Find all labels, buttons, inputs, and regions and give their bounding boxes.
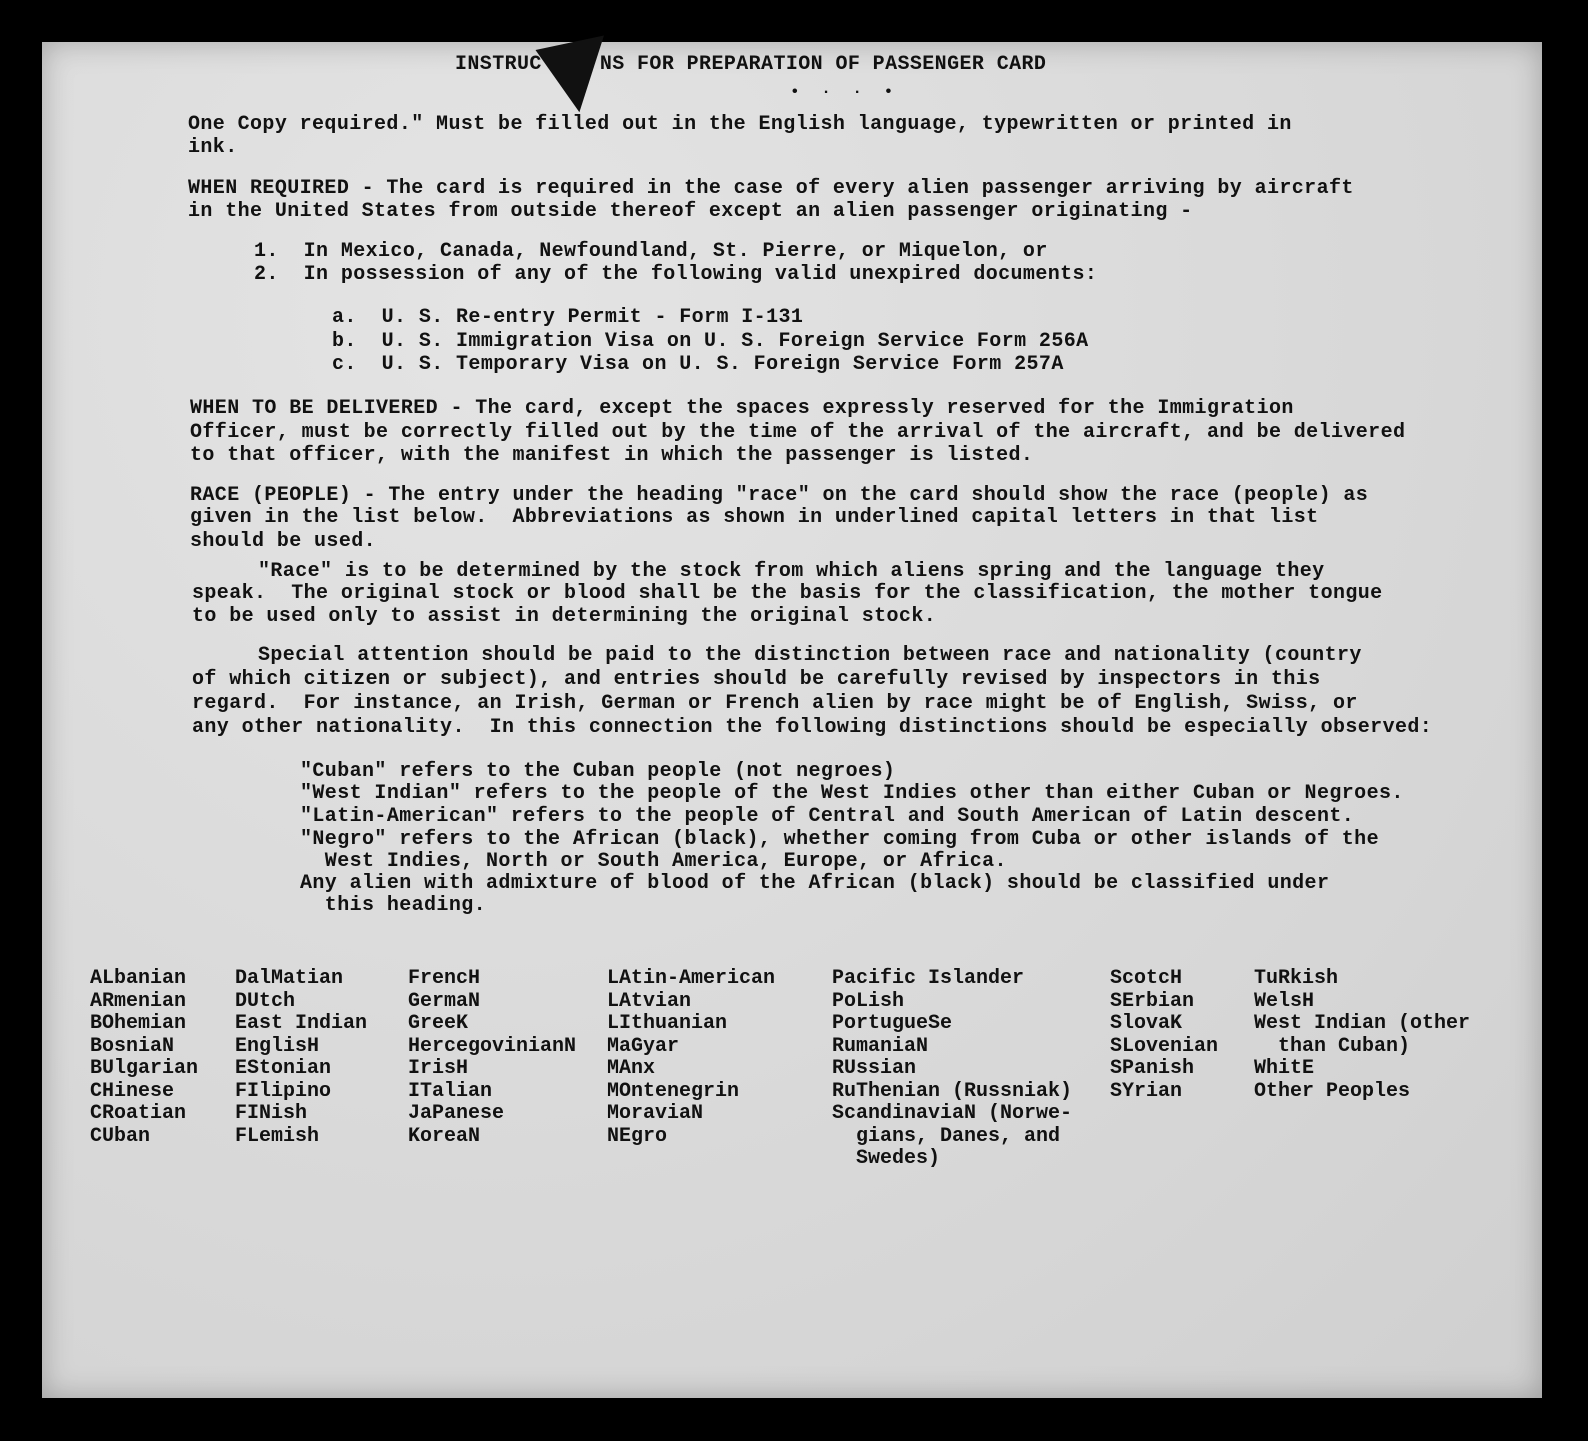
race-entry: LIthuanian: [607, 1012, 728, 1035]
race-entry: GermaN: [408, 989, 481, 1013]
race-entry: SYrian: [1110, 1079, 1183, 1103]
when-delivered-line-3: to that officer, with the manifest in which the passenger is listed.: [190, 444, 1034, 467]
race-entry: SlovaK: [1110, 1012, 1183, 1035]
race-entry: SErbian: [1110, 989, 1195, 1013]
special-line-3: regard. For instance, an Irish, German or French alien by race might be of English, Swiss, or: [192, 692, 1358, 715]
when-required-item-2: 2. In possession of any of the following valid unexpired documents:: [254, 263, 1098, 286]
race-entry: BUlgarian: [90, 1057, 199, 1080]
document-c: c. U. S. Temporary Visa on U. S. Foreign Service Form 257A: [332, 353, 1064, 376]
race-entry: CHinese: [90, 1079, 175, 1103]
race-entry: DUtch: [235, 989, 296, 1013]
page-title: INSTRUC NS FOR PREPARATION OF PASSENGER CARD: [455, 53, 1047, 76]
race-entry: WelsH: [1254, 989, 1315, 1013]
race-line-2: given in the list below. Abbreviations as shown in underlined capital letters in that list: [190, 506, 1319, 529]
race-definition-line-1: "Race" is to be determined by the stock from which aliens spring and the language they: [258, 560, 1325, 583]
distinction-5-cont: this heading.: [300, 894, 487, 917]
when-delivered-line-2: Officer, must be correctly filled out by the time of the arrival of the aircraft, and be delivered: [190, 421, 1406, 444]
race-entry: LAtin-American: [607, 967, 776, 990]
race-entry: Swedes): [832, 1147, 941, 1170]
race-entry: IrisH: [408, 1057, 469, 1080]
race-entry: West Indian (other: [1254, 1012, 1471, 1035]
race-entry: SPanish: [1110, 1057, 1195, 1080]
race-entry: ALbanian: [90, 967, 187, 990]
race-entry: GreeK: [408, 1012, 469, 1035]
race-entry: MOntenegrin: [607, 1079, 740, 1103]
race-list-column-3: [408, 968, 576, 1148]
race-entry: Pacific Islander: [832, 967, 1025, 990]
distinction-4-cont: West Indies, North or South America, Europe, or Africa.: [300, 850, 1007, 873]
torn-corner: [535, 35, 618, 118]
race-entry: TuRkish: [1254, 967, 1339, 990]
race-entry: KoreaN: [408, 1124, 481, 1148]
race-definition-line-3: to be used only to assist in determining the original stock.: [192, 605, 937, 628]
document-a: a. U. S. Re-entry Permit - Form I-131: [332, 306, 804, 329]
decorative-dots: • · · •: [790, 83, 900, 101]
race-entry: East Indian: [235, 1012, 368, 1035]
race-entry: MoraviaN: [607, 1102, 704, 1125]
race-entry: ITalian: [408, 1079, 493, 1103]
race-entry: WhitE: [1254, 1057, 1315, 1080]
special-line-1: Special attention should be paid to the distinction between race and nationality (country: [258, 644, 1362, 667]
race-list-column-2: [235, 968, 367, 1148]
distinction-2: "West Indian" refers to the people of the West Indies other than either Cuban or Negroes.: [300, 782, 1404, 805]
race-entry: HercegovinianN: [408, 1034, 577, 1058]
race-line-3: should be used.: [190, 530, 377, 553]
race-entry: LAtvian: [607, 989, 692, 1013]
race-entry: FIlipino: [235, 1079, 332, 1103]
distinction-5: Any alien with admixture of blood of the African (black) should be classified under: [300, 872, 1330, 895]
race-entry: PoLish: [832, 989, 905, 1013]
distinction-1: "Cuban" refers to the Cuban people (not negroes): [300, 760, 896, 783]
document-b: b. U. S. Immigration Visa on U. S. Foreign Service Form 256A: [332, 330, 1089, 353]
race-entry: FrencH: [408, 967, 481, 990]
race-entry: EnglisH: [235, 1034, 320, 1058]
distinction-4: "Negro" refers to the African (black), whether coming from Cuba or other islands of the: [300, 828, 1379, 851]
race-entry: PortugueSe: [832, 1012, 953, 1035]
intro-line-2: ink.: [188, 136, 238, 159]
race-list-column-5: [832, 968, 1072, 1171]
race-entry: ScotcH: [1110, 967, 1183, 990]
race-list-column-7: [1254, 968, 1470, 1103]
when-required-item-1: 1. In Mexico, Canada, Newfoundland, St. Pierre, or Miquelon, or: [254, 240, 1048, 263]
race-entry: RumaniaN: [832, 1034, 929, 1058]
race-entry: BosniaN: [90, 1034, 175, 1058]
race-entry: MAnx: [607, 1057, 656, 1080]
race-entry: RuThenian (Russniak): [832, 1079, 1073, 1103]
race-entry: JaPanese: [408, 1102, 505, 1125]
special-line-4: any other nationality. In this connection the following distinctions should be especially observed:: [192, 716, 1433, 739]
race-entry: gians, Danes, and: [832, 1124, 1061, 1148]
special-line-2: of which citizen or subject), and entries should be carefully revised by inspectors in this: [192, 668, 1321, 691]
race-entry: EStonian: [235, 1057, 332, 1080]
race-list-column-1: [90, 968, 198, 1148]
race-entry: BOhemian: [90, 1012, 187, 1035]
race-entry: DalMatian: [235, 967, 344, 990]
race-entry: FLemish: [235, 1124, 320, 1148]
race-entry: SLovenian: [1110, 1034, 1219, 1058]
race-line-1: RACE (PEOPLE) - The entry under the heading "race" on the card should show the race (people) as: [190, 484, 1369, 507]
race-entry: ScandinaviaN (Norwe-: [832, 1102, 1073, 1125]
when-delivered-line-1: WHEN TO BE DELIVERED - The card, except the spaces expressly reserved for the Immigration: [190, 397, 1294, 420]
race-entry: ARmenian: [90, 989, 187, 1013]
when-required-line-1: WHEN REQUIRED - The card is required in the case of every alien passenger arriving by aircraft: [188, 177, 1354, 200]
race-entry: FINish: [235, 1102, 308, 1125]
intro-line-1: One Copy required." Must be filled out in the English language, typewritten or printed in: [188, 113, 1292, 136]
race-definition-line-2: speak. The original stock or blood shall be the basis for the classification, the mother tongue: [192, 582, 1383, 605]
race-entry: than Cuban): [1254, 1034, 1411, 1058]
race-list-column-6: [1110, 968, 1218, 1103]
race-entry: NEgro: [607, 1124, 668, 1148]
race-list-column-4: [607, 968, 775, 1148]
race-entry: Other Peoples: [1254, 1079, 1411, 1103]
race-entry: MaGyar: [607, 1034, 680, 1058]
race-entry: RUssian: [832, 1057, 917, 1080]
when-required-line-2: in the United States from outside thereof except an alien passenger originating -: [188, 200, 1193, 223]
race-entry: CRoatian: [90, 1102, 187, 1125]
race-entry: CUban: [90, 1124, 151, 1148]
distinction-3: "Latin-American" refers to the people of Central and South American of Latin descent.: [300, 805, 1355, 828]
